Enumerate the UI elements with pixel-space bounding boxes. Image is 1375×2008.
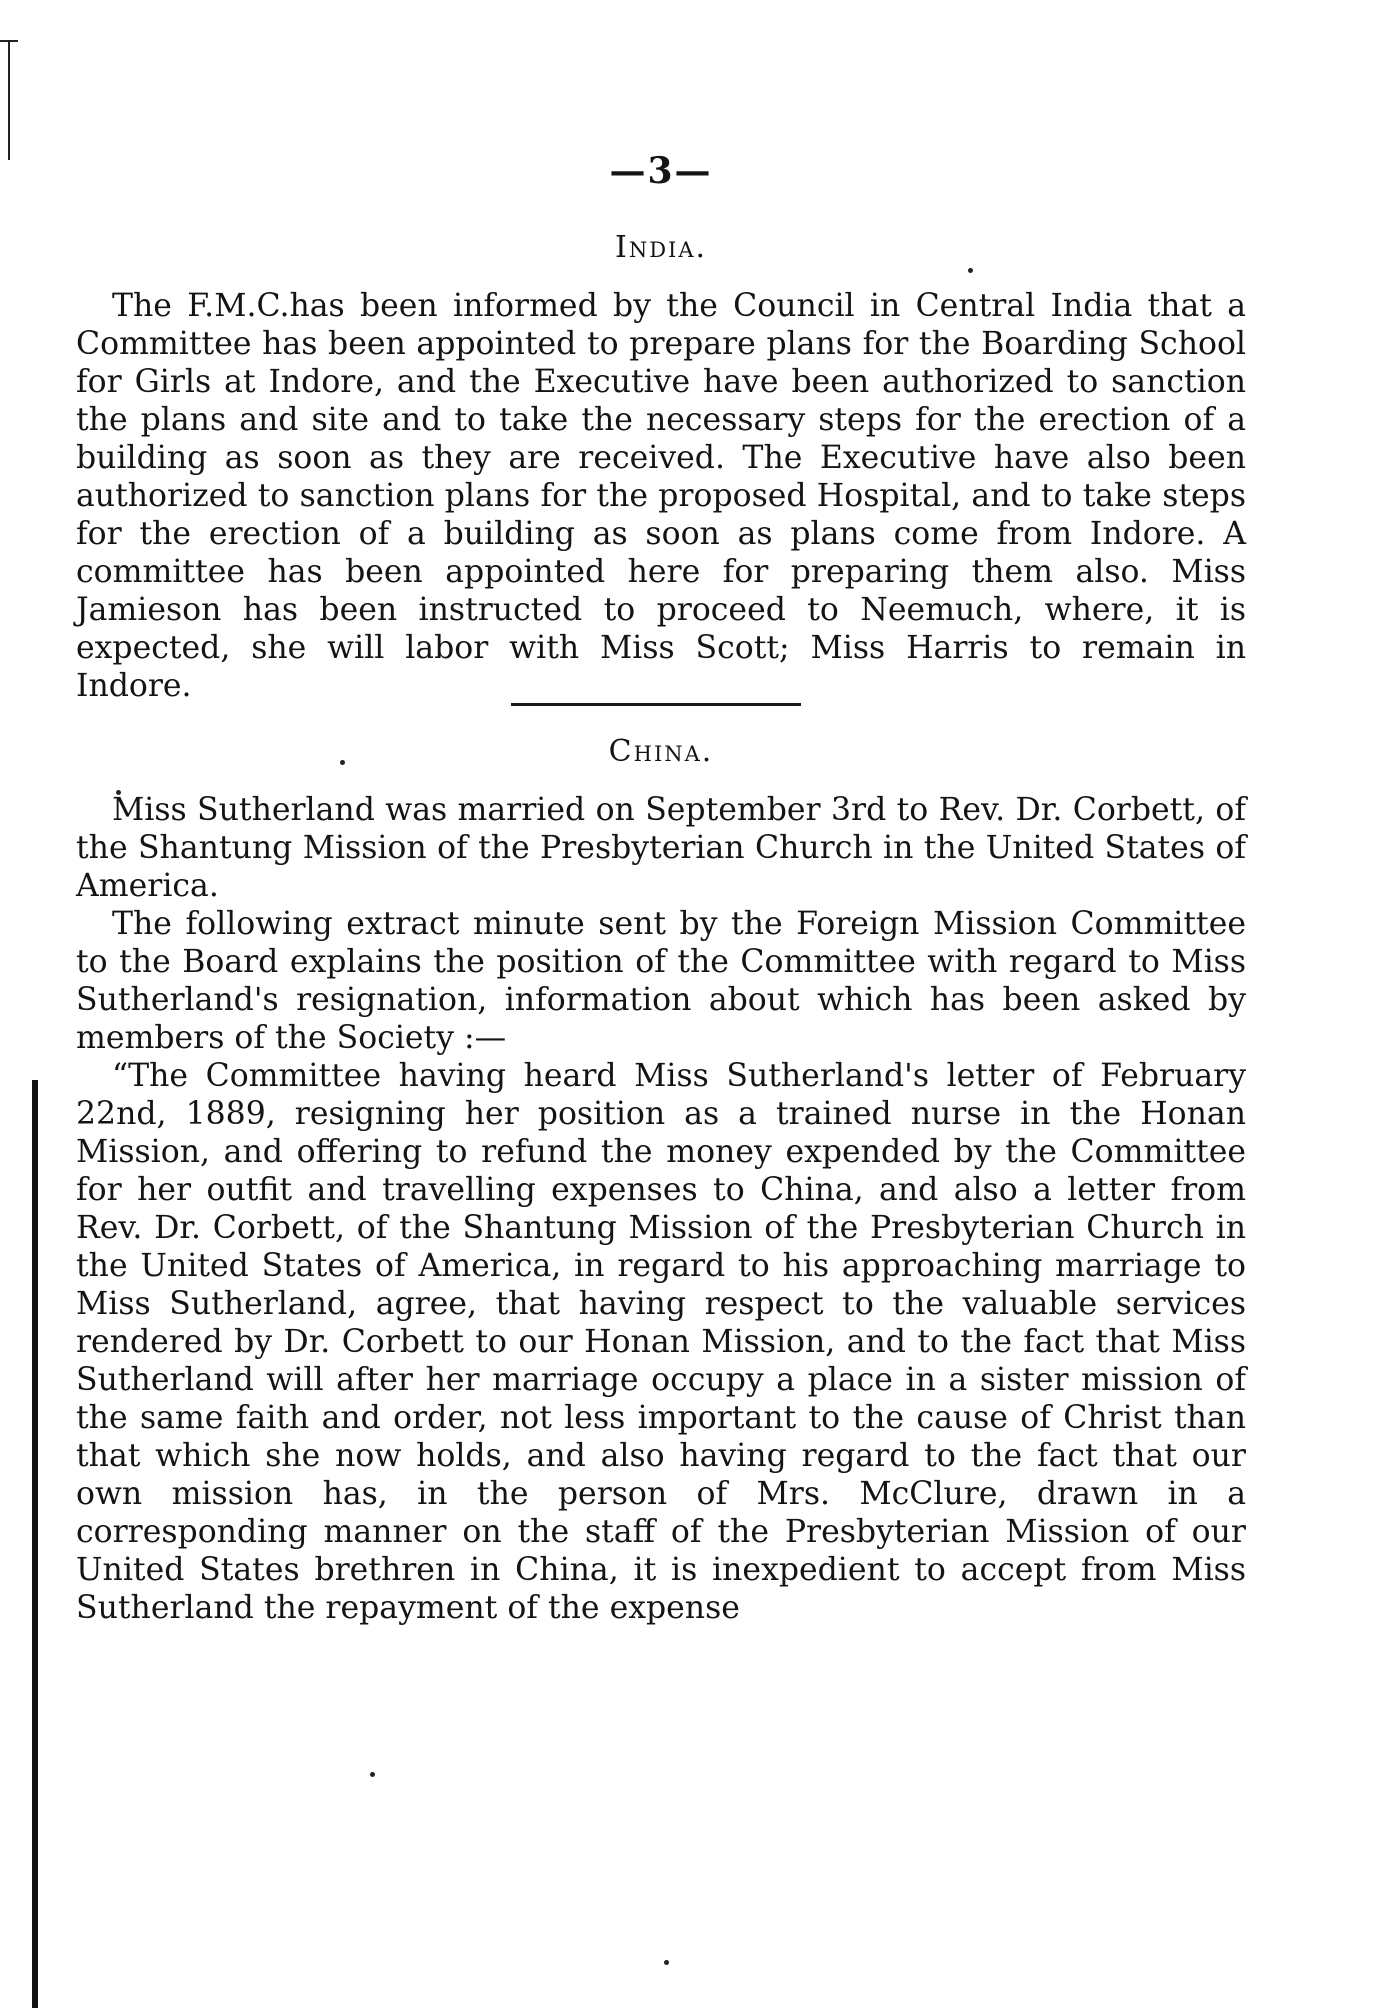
section-divider xyxy=(511,703,801,706)
page-content xyxy=(76,150,1246,1627)
print-speck xyxy=(664,1960,669,1965)
india-paragraph: The F.M.C.has been informed by the Council in Central India that a Committee has been appointed to prepare plans for the Boarding School for Girls at Indore, and the Executive have been authorized to sanction the plans and site and to take the necessary steps for the erection of a building as soon as they are received. The Executive have also been authorized to sanction plans for the proposed Hospital, and to take steps for the erection of a building as soon as plans come from Indore. A committee has been appointed here for preparing them also. Miss Jamieson has been instructed to proceed to Neemuch, where, it is expected, she will labor with Miss Scott; Miss Harris to remain in Indore. xyxy=(76,288,1246,704)
scan-edge-line xyxy=(8,40,10,160)
section-heading-china: China. xyxy=(608,734,714,769)
china-paragraph-minute: “The Committee having heard Miss Sutherland's letter of February 22nd, 1889, resigning her position as a trained nurse in the Honan Mission, and offering to refund the money expended by the Committee for her outfit and travelling expenses to China, and also a letter from Rev. Dr. Corbett, of the Shantung Mission of the Presbyterian Church in the United States of America, in regard to his approaching marriage to Miss Sutherland, agree, that having respect to the valuable services rendered by Dr. Corbett to our Honan Mission, and to the fact that Miss Sutherland will after her marriage occupy a place in a sister mission of the same faith and order, not less important to the cause of Christ than that which she now holds, and also having regard to the fact that our own mission has, in the person of Mrs. McClure, drawn in a corresponding manner on the staff of the Presbyterian Mission of our United States brethren in China, it is inexpedient to accept from Miss Sutherland the repayment of the expense xyxy=(76,1058,1246,1626)
binding-edge-rule xyxy=(32,1080,38,2008)
china-paragraph-marriage: Miss Sutherland was married on September 3rd to Rev. Dr. Corbett, of the Shantung Mission of the Presbyterian Church in the United States of America. xyxy=(76,792,1246,904)
china-paragraph-extract-intro: The following extract minute sent by the Foreign Mission Committee to the Board explains the position of the Committee with regard to Miss Sutherland's resignation, information about which has been asked by members of the Society :— xyxy=(76,906,1246,1056)
section-heading-india: India. xyxy=(614,230,708,265)
page-number: —3— xyxy=(609,150,713,192)
print-speck xyxy=(370,1772,375,1777)
